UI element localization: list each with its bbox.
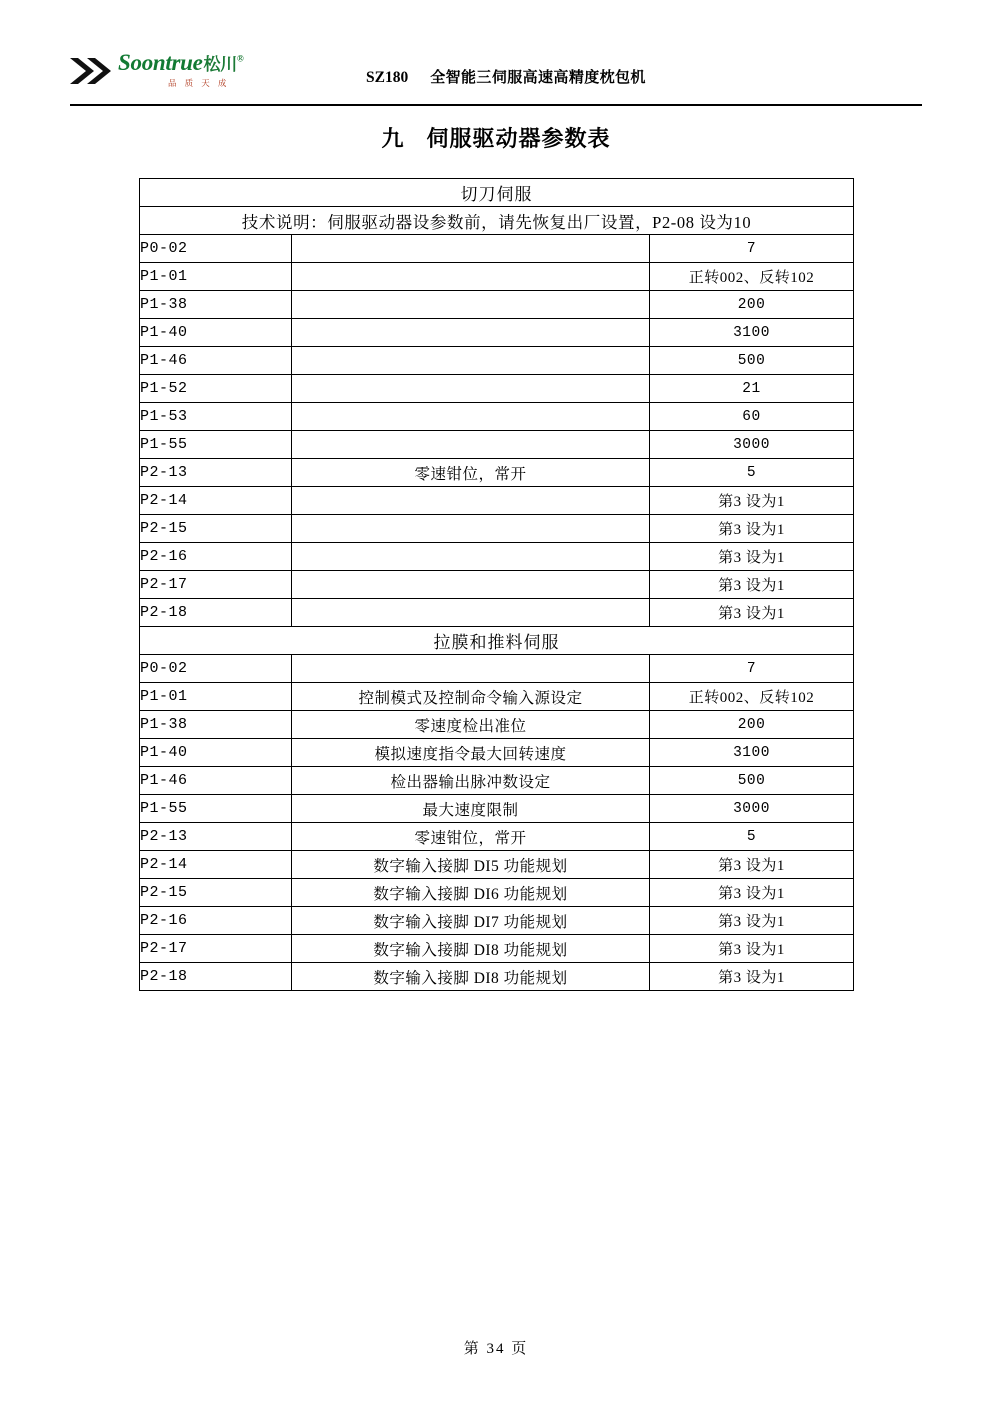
table-row [140,375,854,403]
param-value: 500 [650,767,854,795]
table-row [140,739,854,767]
param-code: P2-17 [140,571,292,599]
param-value: 7 [650,655,854,683]
param-desc [292,487,650,515]
param-desc: 零速钳位，常开 [292,823,650,851]
param-code: P2-18 [140,599,292,627]
table-row [140,767,854,795]
table-row [140,235,854,263]
double-arrow-icon [70,56,114,86]
table-row [140,655,854,683]
param-code: P2-13 [140,823,292,851]
param-desc: 数字输入接脚 DI5 功能规划 [292,851,650,879]
page-number: 第 34 页 [463,1341,529,1357]
table-row [140,823,854,851]
param-desc: 数字输入接脚 DI6 功能规划 [292,879,650,907]
table-body [140,179,854,991]
param-value: 3100 [650,319,854,347]
param-value: 第3 设为1 [650,879,854,907]
param-code: P1-52 [140,375,292,403]
param-value: 3100 [650,739,854,767]
logo-slogan: 品 质 天 成 [168,78,230,88]
param-desc [292,347,650,375]
param-value: 第3 设为1 [650,543,854,571]
param-code: P1-38 [140,291,292,319]
table-row [140,851,854,879]
param-code: P2-15 [140,515,292,543]
param-value: 第3 设为1 [650,851,854,879]
param-code: P1-01 [140,263,292,291]
param-value: 5 [650,823,854,851]
param-code: P2-18 [140,963,292,991]
table-row [140,263,854,291]
table-row [140,347,854,375]
param-desc [292,599,650,627]
section1-title-cell: 切刀伺服 [140,179,854,207]
header-product-name: 全智能三伺服高速高精度枕包机 [430,70,646,86]
param-desc [292,319,650,347]
param-value: 21 [650,375,854,403]
table-row-section-title [140,627,854,655]
header-model: SZ180 [366,69,409,86]
param-value: 第3 设为1 [650,907,854,935]
logo-text-en: Soontrue [118,50,203,75]
table-row [140,599,854,627]
header-divider [70,104,922,106]
param-code: P1-55 [140,431,292,459]
param-value: 第3 设为1 [650,599,854,627]
param-code: P2-17 [140,935,292,963]
param-desc: 模拟速度指令最大回转速度 [292,739,650,767]
logo-wordmark [118,50,243,76]
table-row [140,291,854,319]
param-code: P2-15 [140,879,292,907]
param-desc [292,571,650,599]
param-value: 第3 设为1 [650,571,854,599]
header-product-title [366,66,646,87]
param-value: 3000 [650,431,854,459]
param-code: P1-46 [140,767,292,795]
table-row [140,683,854,711]
table-row [140,935,854,963]
table-row [140,963,854,991]
parameter-table-container [139,178,853,991]
parameter-table [139,178,854,991]
table-row [140,403,854,431]
table-row [140,515,854,543]
param-value: 第3 设为1 [650,935,854,963]
section-number: 九 [381,126,405,151]
table-row [140,431,854,459]
section2-title-cell: 拉膜和推料伺服 [140,627,854,655]
page-title [0,122,992,153]
table-row [140,907,854,935]
table-row [140,487,854,515]
param-value: 第3 设为1 [650,515,854,543]
table-row [140,795,854,823]
table-row [140,571,854,599]
param-code: P1-55 [140,795,292,823]
param-value: 500 [650,347,854,375]
page-footer [0,1337,992,1358]
param-code: P2-13 [140,459,292,487]
technical-note-cell: 技术说明：伺服驱动器设参数前，请先恢复出厂设置，P2-08 设为10 [140,207,854,235]
param-desc: 零速度检出准位 [292,711,650,739]
table-row [140,543,854,571]
param-desc: 数字输入接脚 DI8 功能规划 [292,935,650,963]
section-heading: 伺服驱动器参数表 [426,126,611,151]
param-desc [292,291,650,319]
param-code: P1-38 [140,711,292,739]
param-value: 3000 [650,795,854,823]
page-header [70,48,922,106]
param-desc [292,263,650,291]
table-row [140,711,854,739]
param-code: P2-14 [140,851,292,879]
logo-text-cn: 松川 [203,55,237,74]
table-row [140,459,854,487]
param-code: P0-02 [140,235,292,263]
param-value: 正转002、反转102 [650,263,854,291]
param-desc: 控制模式及控制命令输入源设定 [292,683,650,711]
param-code: P1-01 [140,683,292,711]
param-code: P1-46 [140,347,292,375]
param-code: P1-53 [140,403,292,431]
param-desc [292,543,650,571]
param-value: 正转002、反转102 [650,683,854,711]
param-desc: 检出器输出脉冲数设定 [292,767,650,795]
param-desc [292,655,650,683]
param-desc: 数字输入接脚 DI8 功能规划 [292,963,650,991]
param-value: 5 [650,459,854,487]
param-code: P2-14 [140,487,292,515]
registered-mark-icon: ® [236,53,244,64]
param-desc [292,235,650,263]
param-code: P0-02 [140,655,292,683]
param-desc: 零速钳位，常开 [292,459,650,487]
param-code: P1-40 [140,319,292,347]
param-value: 200 [650,711,854,739]
param-value: 200 [650,291,854,319]
param-value: 第3 设为1 [650,487,854,515]
table-row-section-title [140,179,854,207]
param-code: P2-16 [140,543,292,571]
table-row [140,319,854,347]
param-desc [292,403,650,431]
param-desc [292,375,650,403]
param-value: 60 [650,403,854,431]
param-value: 第3 设为1 [650,963,854,991]
param-value: 7 [650,235,854,263]
param-desc: 数字输入接脚 DI7 功能规划 [292,907,650,935]
param-desc: 最大速度限制 [292,795,650,823]
param-code: P2-16 [140,907,292,935]
param-desc [292,431,650,459]
param-desc [292,515,650,543]
table-row-note [140,207,854,235]
table-row [140,879,854,907]
company-logo [70,48,265,100]
param-code: P1-40 [140,739,292,767]
